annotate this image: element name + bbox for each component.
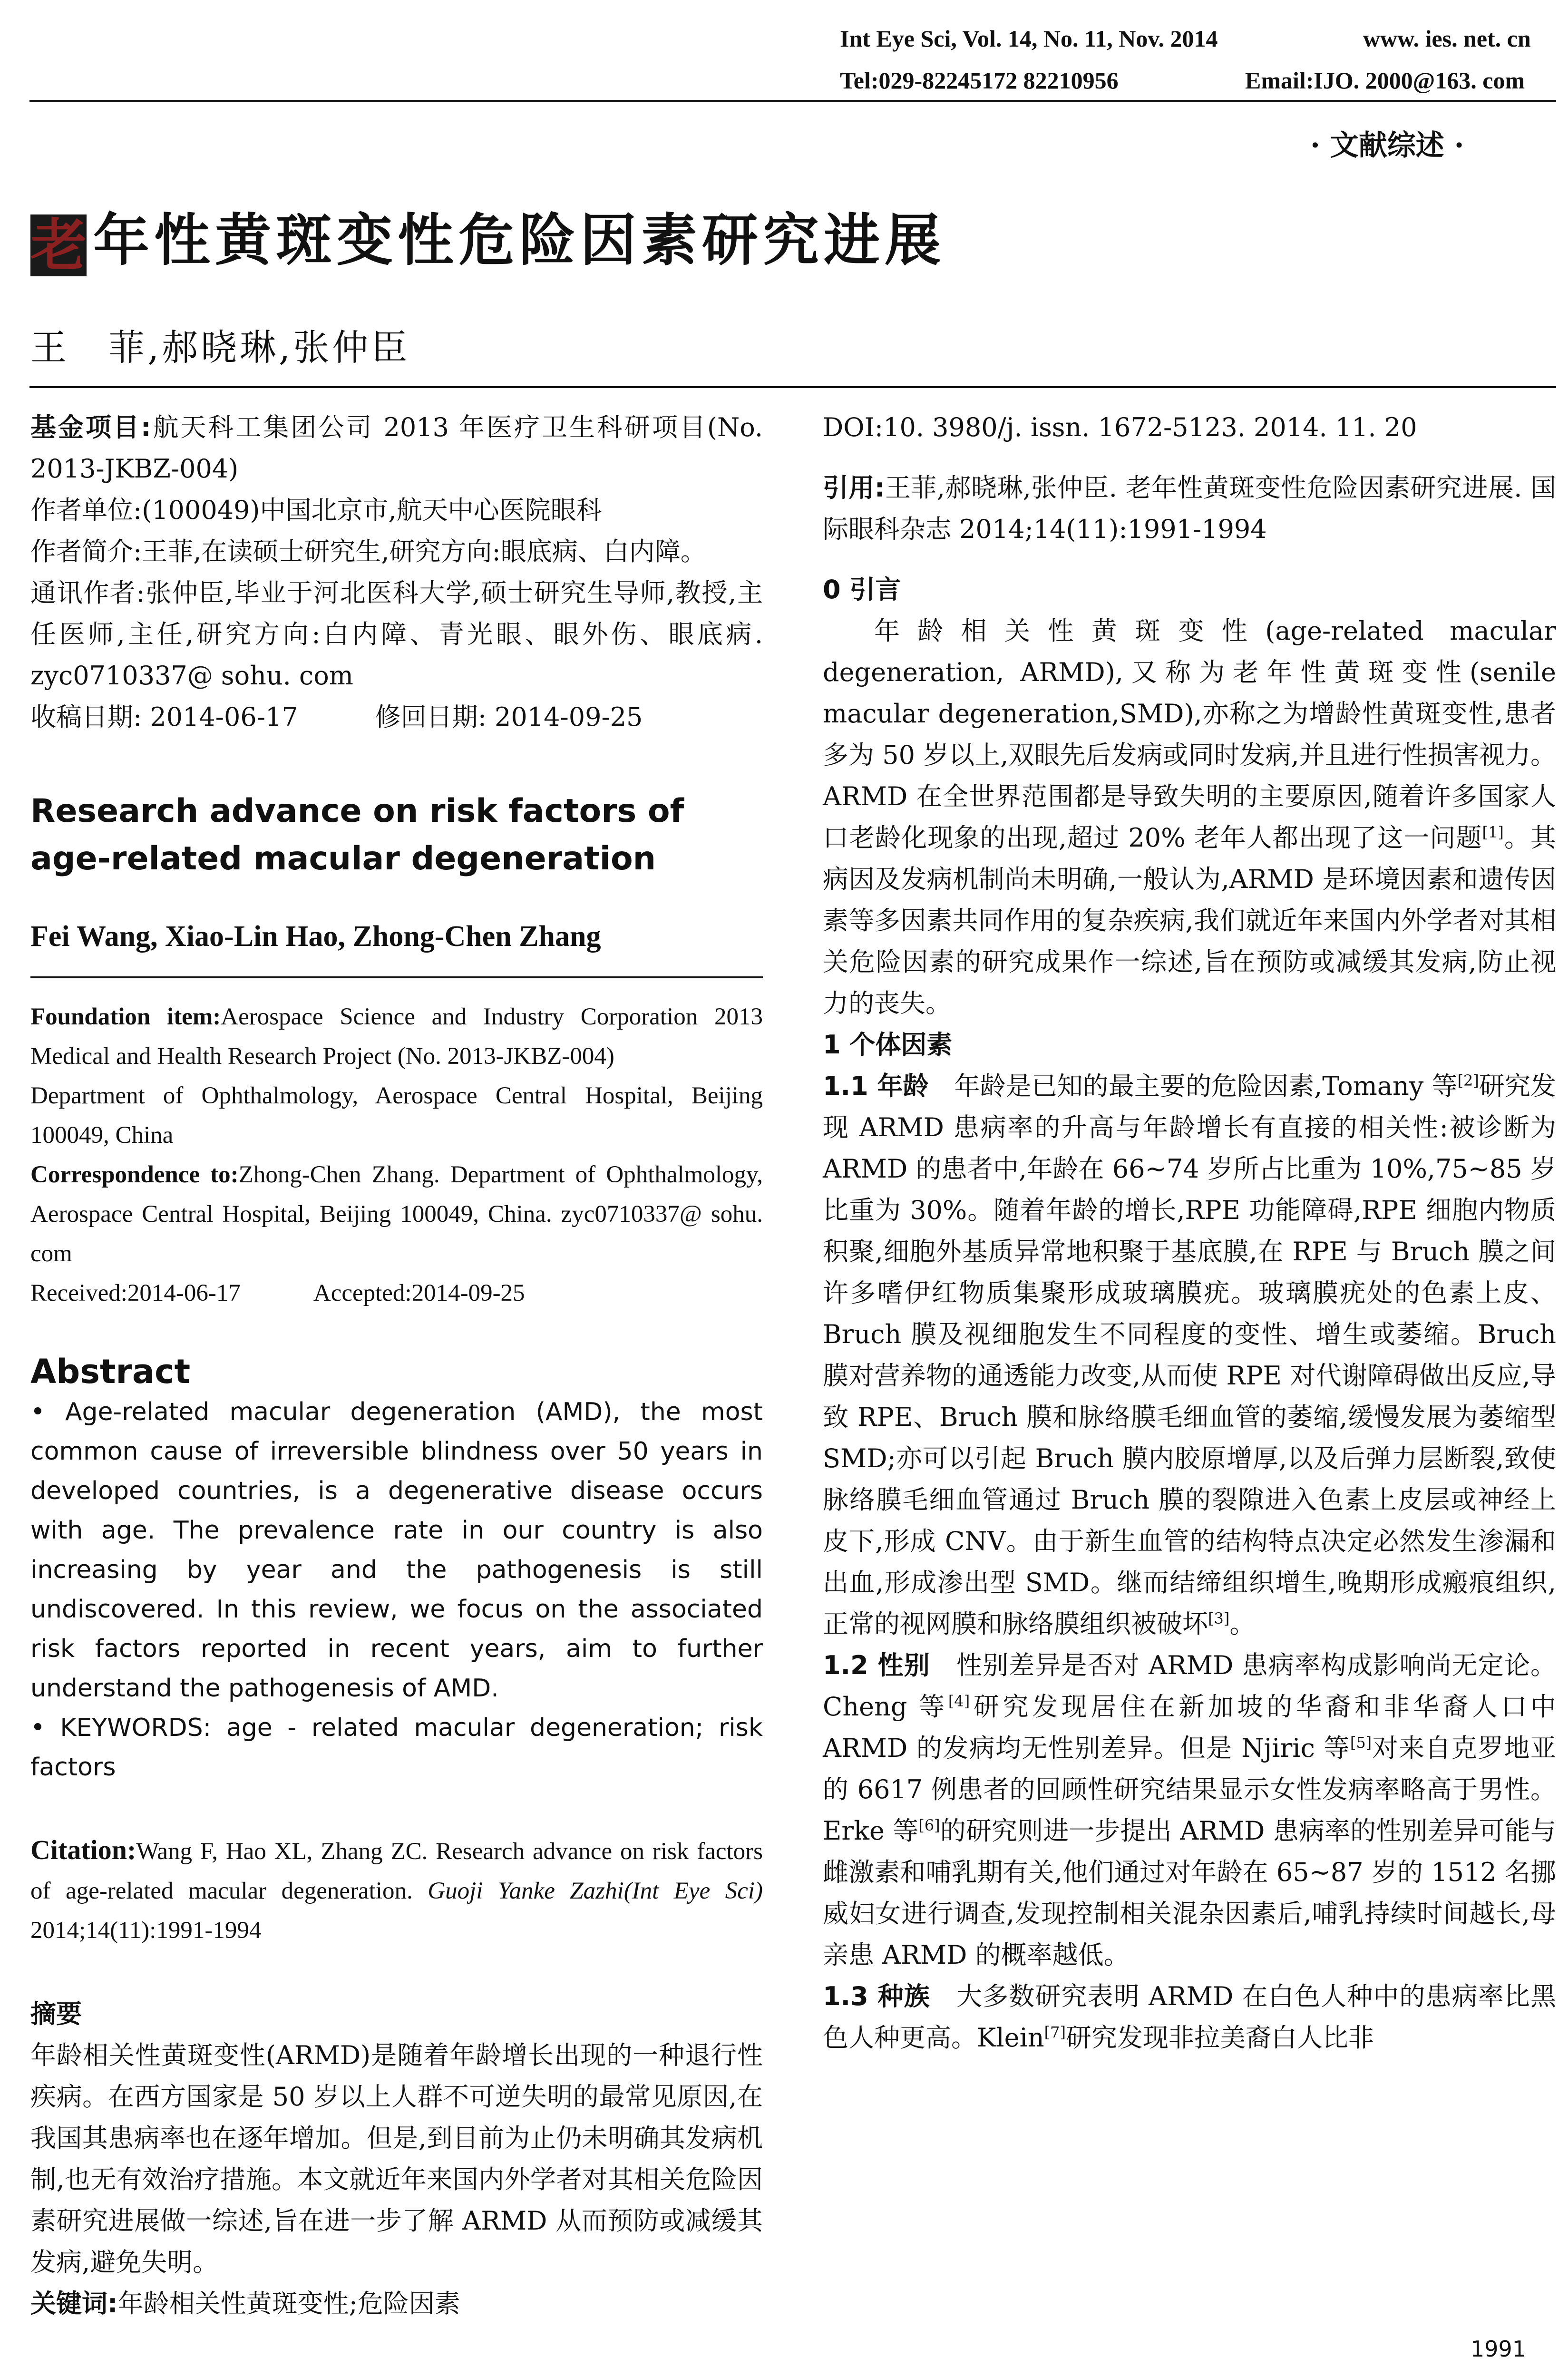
zh-abstract: 年龄相关性黄斑变性(ARMD)是随着年龄增长出现的一种退行性疾病。在西方国家是 50 岁以上人群不可逆失明的最常见原因,在我国其患病率也在逐年增加。但是,到目前为止仍未明确其发病机制,也无有效治疗措施。本文就近年来国内外学者对其相关危险因素研究进展做一综述,旨在进一步了解 ARMD 从而预防或减缓其发病,避免失明。 xyxy=(30,2040,763,2277)
journal-website: www. ies. net. cn xyxy=(1363,25,1531,52)
abstract-text: • Age-related macular degeneration (AMD), the most common cause of irreversible blindness over 50 years in developed countries, is a degenerative disease occurs with age. The prevalence rate in our country is also increasing by year and the pathogenesis is still undiscovered. In this review, we focus on the associated risk factors reported in recent years, aim to further understand the pathogenesis of AMD. xyxy=(30,1398,763,1703)
journal-email: Email:IJO. 2000@163. com xyxy=(1245,67,1525,94)
author-bio: 作者简介:王菲,在读硕士研究生,研究方向:眼底病、白内障。 xyxy=(30,536,706,566)
title-drop-cap: 老 xyxy=(30,212,92,278)
section-0-heading: 0 引言 xyxy=(823,575,901,604)
section-1-1: 1.1 年龄 年龄是已知的最主要的危险因素,Tomany 等[2]研究发现 ARMD 患病率的升高与年龄增长有直接的相关性:被诊断为 ARMD 的患者中,年龄在 66~74 岁所占比重为 10%,75~85 岁比重为 30%。随着年龄的增长,RPE 功能障碍,RPE 细胞内物质积聚,细胞外基质异常地积聚于基底膜,在 RPE 与 Bruch 膜之间许多嗜伊红物质集聚形成玻璃膜疣。玻璃膜疣处的色素上皮、Bruch 膜及视细胞发生不同程度的变性、增生或萎缩。Bruch 膜对营养物的通透能力改变,从而使 RPE 对代谢障碍做出反应,导致 RPE、Bruch 膜和脉络膜毛细血管的萎缩,缓慢发展为萎缩型 SMD;亦可以引起 Bruch 膜内胶原增厚,以及后弹力层断裂,致使脉络膜毛细血管通过 Bruch 膜的裂隙进入色素上皮层或神经上皮下,形成 CNV。由于新生血管的结构特点决定必然发生渗漏和出血,形成渗出型 SMD。继而结缔组织增生,晚期形成瘢痕组织,正常的视网膜和脉络膜组织被破坏[3]。 xyxy=(823,1071,1557,1639)
intro-paragraph: 年龄相关性黄斑变性(age-related macular degeneration, ARMD),又称为老年性黄斑变性(senile macular degeneration,SMD),亦称之为增龄性黄斑变性,患者多为 50 岁以上,双眼先后发病或同时发病,并且进行性损害视力。ARMD 在全世界范围都是导致失明的主要原因,随着许多国家人口老龄化现象的出现,超过 20% 老年人都出现了这一问题[1]。其病因及发病机制尚未明确,一般认为,ARMD 是环境因素和遗传因素等多因素共同作用的复杂疾病,我们就近年来国内外学者对其相关危险因素的研究成果作一综述,旨在预防或减缓其发病,防止视力的丧失。 xyxy=(823,616,1556,1018)
citation: Citation:Wang F, Hao XL, Zhang ZC. Research advance on risk factors of age-related macular degeneration. Guoji Yanke Zazhi(Int Eye Sci) 2014;14(11):1991-1994 xyxy=(30,1834,763,1944)
abstract-heading: Abstract xyxy=(30,1352,191,1391)
section-tag: · 文献综述 · xyxy=(1310,129,1464,162)
left-column xyxy=(30,407,763,2324)
cite-zh: 引用:王菲,郝晓琳,张仲臣. 老年性黄斑变性危险因素研究进展. 国际眼科杂志 2014;14(11):1991-1994 xyxy=(823,473,1556,544)
journal-tel: Tel:029-82245172 82210956 xyxy=(840,67,1119,94)
funding: 基金项目:航天科工集团公司 2013 年医疗卫生科研项目(No. 2013-JKBZ-004) xyxy=(30,412,763,484)
department: Department of Ophthalmology, Aerospace Central Hospital, Beijing 100049, China xyxy=(30,1082,763,1149)
section-1-2: 1.2 性别 性别差异是否对 ARMD 患病率构成影响尚无定论。Cheng 等[4]研究发现居住在新加坡的华裔和非华裔人口中 ARMD 的发病均无性别差异。但是 Njiric 等[5]对来自克罗地亚的 6617 例患者的回顾性研究结果显示女性发病率略高于男性。Erke 等[6]的研究则进一步提出 ARMD 患病率的性别差异可能与雌激素和哺乳期有关,他们通过对年龄在 65~87 岁的 1512 名挪威妇女进行调查,发现控制相关混杂因素后,哺乳持续时间越长,母亲患 ARMD 的概率越低。 xyxy=(823,1650,1557,1970)
english-authors: Fei Wang, Xiao-Lin Hao, Zhong-Chen Zhang xyxy=(30,920,601,953)
english-title: Research advance on risk factors of age-related macular degeneration xyxy=(30,792,684,877)
corresponding-author: 通讯作者:张仲臣,毕业于河北医科大学,硕士研究生导师,教授,主任医师,主任,研究方向:白内障、青光眼、眼外伤、眼底病. zyc0710337@ sohu. com xyxy=(30,578,763,691)
zh-abstract-heading: 摘要 xyxy=(30,1999,82,2029)
header-rule xyxy=(29,100,1556,102)
received-accepted: Received:2014-06-17 Accepted:2014-09-25 xyxy=(30,1280,525,1306)
journal-info: Int Eye Sci, Vol. 14, No. 11, Nov. 2014 xyxy=(840,25,1218,52)
foundation-item: Foundation item:Aerospace Science and Industry Corporation 2013 Medical and Health Research Project (No. 2013-JKBZ-004) xyxy=(30,1003,763,1070)
doi: DOI:10. 3980/j. issn. 1672-5123. 2014. 11. 20 xyxy=(823,412,1417,442)
title-rule xyxy=(29,386,1556,388)
article-authors: 王 菲,郝晓琳,张仲臣 xyxy=(30,326,410,369)
section-1-3: 1.3 种族 大多数研究表明 ARMD 在白色人种中的患病率比黑色人种更高。Klein[7]研究发现非拉美裔白人比非 xyxy=(823,1981,1557,2053)
correspondence: Correspondence to:Zhong-Chen Zhang. Department of Ophthalmology, Aerospace Central Hospital, Beijing 100049, China. zyc0710337@ sohu. com xyxy=(30,1161,763,1267)
author-unit: 作者单位:(100049)中国北京市,航天中心医院眼科 xyxy=(30,495,602,525)
section-1-heading: 1 个体因素 xyxy=(823,1030,953,1060)
title-text: 年性黄斑变性危险因素研究进展 xyxy=(93,207,946,273)
dates: 收稿日期: 2014-06-17 修回日期: 2014-09-25 xyxy=(30,702,643,732)
right-column xyxy=(823,407,1556,2058)
article-title xyxy=(30,195,945,276)
zh-keywords: 关键词:年龄相关性黄斑变性;危险因素 xyxy=(30,2289,460,2319)
page-number: 1991 xyxy=(1471,2336,1527,2362)
keywords-en: • KEYWORDS: age - related macular degeneration; risk factors xyxy=(30,1714,763,1782)
en-rule xyxy=(30,976,763,978)
